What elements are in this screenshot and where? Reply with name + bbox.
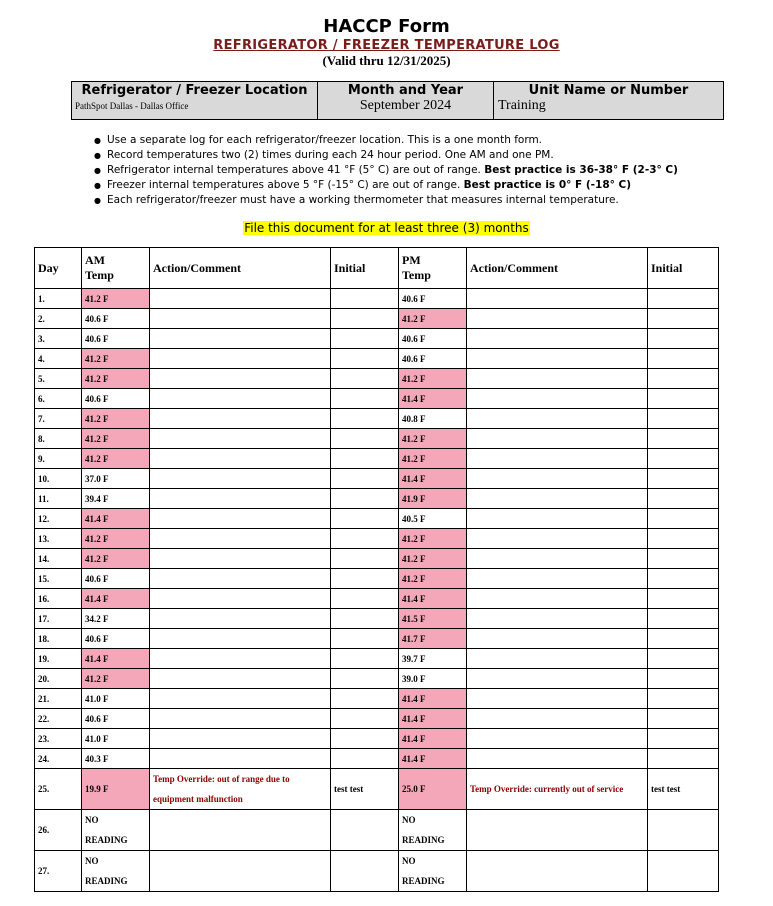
pm-action-cell[interactable]: [467, 589, 648, 609]
day-cell: 9.: [35, 449, 82, 469]
day-cell: 6.: [35, 389, 82, 409]
day-cell: 27.: [35, 851, 82, 892]
unit-cell: [494, 82, 723, 119]
am-initial-cell[interactable]: [331, 629, 399, 649]
instruction-text: Refrigerator internal temperatures above 41 °F (5° C) are out of range.: [107, 164, 485, 176]
pm-action-cell[interactable]: [467, 649, 648, 669]
day-cell: 4.: [35, 349, 82, 369]
pm-temp-cell[interactable]: 41.4 F: [399, 689, 467, 709]
am-temp-cell[interactable]: 40.6 F: [82, 569, 150, 589]
pm-temp-cell[interactable]: 41.4 F: [399, 389, 467, 409]
am-initial-cell[interactable]: [331, 369, 399, 389]
pm-temp-cell[interactable]: [399, 851, 467, 892]
am-temp-cell[interactable]: 41.4 F: [82, 589, 150, 609]
am-initial-cell[interactable]: [331, 609, 399, 629]
am-temp-cell[interactable]: 34.2 F: [82, 609, 150, 629]
table-row: [35, 509, 719, 529]
am-action-cell[interactable]: [150, 851, 331, 892]
col-am-initial: Initial: [331, 248, 399, 289]
am-initial-cell[interactable]: [331, 569, 399, 589]
am-action-cell[interactable]: [150, 409, 331, 429]
pm-action-cell[interactable]: [467, 369, 648, 389]
table-row: [35, 729, 719, 749]
am-action-cell[interactable]: [150, 529, 331, 549]
pm-action-cell[interactable]: [467, 749, 648, 769]
pm-initial-cell[interactable]: [648, 649, 719, 669]
pm-temp-cell[interactable]: 39.0 F: [399, 669, 467, 689]
pm-initial-cell[interactable]: test test: [648, 769, 719, 810]
unit-label: Unit Name or Number: [528, 83, 689, 98]
pm-action-cell[interactable]: [467, 489, 648, 509]
day-cell: 26.: [35, 810, 82, 851]
pm-initial-cell[interactable]: [648, 709, 719, 729]
day-cell: 1.: [35, 289, 82, 309]
table-row: [35, 549, 719, 569]
month-cell: [318, 82, 494, 119]
am-initial-cell[interactable]: [331, 810, 399, 851]
table-row: [35, 569, 719, 589]
table-row: [35, 769, 719, 810]
pm-initial-cell[interactable]: [648, 449, 719, 469]
am-initial-cell[interactable]: [331, 689, 399, 709]
am-action-cell[interactable]: Temp Override: out of range due to equipment malfunction: [150, 769, 331, 810]
pm-initial-cell[interactable]: [648, 589, 719, 609]
pm-initial-cell[interactable]: [648, 389, 719, 409]
table-row: [35, 689, 719, 709]
col-temp-label: Temp: [85, 268, 114, 282]
table-row: [35, 389, 719, 409]
table-row: [35, 851, 719, 892]
pm-initial-cell[interactable]: [648, 489, 719, 509]
pm-initial-cell[interactable]: [648, 569, 719, 589]
am-action-cell[interactable]: [150, 569, 331, 589]
am-initial-cell[interactable]: test test: [331, 769, 399, 810]
table-row: [35, 429, 719, 449]
am-initial-cell[interactable]: [331, 329, 399, 349]
col-day: Day: [35, 248, 82, 289]
pm-initial-cell[interactable]: [648, 851, 719, 892]
am-temp-cell[interactable]: 41.2 F: [82, 409, 150, 429]
am-initial-cell[interactable]: [331, 489, 399, 509]
am-initial-cell[interactable]: [331, 309, 399, 329]
pm-temp-cell[interactable]: 40.6 F: [399, 289, 467, 309]
no-reading-text: NO: [402, 815, 416, 825]
table-row: [35, 289, 719, 309]
am-initial-cell[interactable]: [331, 449, 399, 469]
am-initial-cell[interactable]: [331, 429, 399, 449]
pm-temp-cell[interactable]: 41.2 F: [399, 529, 467, 549]
day-cell: 16.: [35, 589, 82, 609]
pm-temp-cell[interactable]: 41.4 F: [399, 469, 467, 489]
instruction-text: Use a separate log for each refrigerator/freezer location. This is a one month form.: [107, 134, 543, 146]
pm-initial-cell[interactable]: [648, 609, 719, 629]
pm-action-cell[interactable]: [467, 629, 648, 649]
col-pm-initial: Initial: [648, 248, 719, 289]
info-header: [71, 81, 724, 120]
am-initial-cell[interactable]: [331, 851, 399, 892]
am-initial-cell[interactable]: [331, 649, 399, 669]
am-temp-cell[interactable]: 40.6 F: [82, 329, 150, 349]
pm-action-cell[interactable]: [467, 609, 648, 629]
instruction-text: Record temperatures two (2) times during each 24 hour period. One AM and one PM.: [107, 149, 554, 161]
am-action-cell[interactable]: [150, 389, 331, 409]
pm-temp-cell[interactable]: 41.2 F: [399, 569, 467, 589]
col-pm-action: Action/Comment: [467, 248, 648, 289]
pm-initial-cell[interactable]: [648, 749, 719, 769]
pm-action-cell[interactable]: [467, 529, 648, 549]
pm-action-cell[interactable]: [467, 409, 648, 429]
pm-initial-cell[interactable]: [648, 729, 719, 749]
am-action-cell[interactable]: [150, 349, 331, 369]
am-action-cell[interactable]: [150, 369, 331, 389]
day-cell: 23.: [35, 729, 82, 749]
pm-temp-cell[interactable]: 25.0 F: [399, 769, 467, 810]
day-cell: 12.: [35, 509, 82, 529]
am-action-cell[interactable]: [150, 709, 331, 729]
am-temp-cell[interactable]: 41.2 F: [82, 549, 150, 569]
am-action-cell[interactable]: [150, 509, 331, 529]
am-initial-cell[interactable]: [331, 749, 399, 769]
am-action-cell[interactable]: [150, 429, 331, 449]
pm-action-cell[interactable]: [467, 569, 648, 589]
no-reading-text: READING: [85, 876, 128, 886]
pm-initial-cell[interactable]: [648, 549, 719, 569]
pm-action-cell[interactable]: Temp Override: currently out of service: [467, 769, 648, 810]
pm-action-cell[interactable]: [467, 729, 648, 749]
month-value: September 2024: [359, 98, 452, 113]
am-action-cell[interactable]: [150, 609, 331, 629]
pm-initial-cell[interactable]: [648, 309, 719, 329]
month-label: Month and Year: [347, 83, 464, 98]
am-action-cell[interactable]: [150, 669, 331, 689]
instruction-item: [93, 133, 708, 148]
instructions-list: [93, 133, 708, 208]
am-temp-cell[interactable]: [82, 851, 150, 892]
pm-temp-cell[interactable]: 41.7 F: [399, 629, 467, 649]
pm-initial-cell[interactable]: [648, 629, 719, 649]
am-initial-cell[interactable]: [331, 289, 399, 309]
instruction-item: [93, 193, 708, 208]
day-cell: 11.: [35, 489, 82, 509]
no-reading-text: READING: [402, 835, 445, 845]
pm-initial-cell[interactable]: [648, 369, 719, 389]
pm-initial-cell[interactable]: [648, 329, 719, 349]
table-row: [35, 709, 719, 729]
col-am-action: Action/Comment: [150, 248, 331, 289]
location-value: PathSpot Dallas - Dallas Office: [75, 101, 189, 111]
am-temp-cell[interactable]: 41.4 F: [82, 649, 150, 669]
pm-temp-cell[interactable]: 40.6 F: [399, 329, 467, 349]
pm-initial-cell[interactable]: [648, 689, 719, 709]
day-cell: 20.: [35, 669, 82, 689]
table-row: [35, 309, 719, 329]
day-cell: 5.: [35, 369, 82, 389]
am-temp-cell[interactable]: 41.0 F: [82, 689, 150, 709]
pm-temp-cell[interactable]: 40.8 F: [399, 409, 467, 429]
pm-action-cell[interactable]: [467, 449, 648, 469]
am-action-cell[interactable]: [150, 469, 331, 489]
col-am-label: AM: [85, 253, 105, 267]
pm-initial-cell[interactable]: [648, 669, 719, 689]
pm-initial-cell[interactable]: [648, 810, 719, 851]
table-row: [35, 609, 719, 629]
pm-temp-cell[interactable]: 39.7 F: [399, 649, 467, 669]
am-action-cell[interactable]: [150, 629, 331, 649]
retention-notice: [0, 221, 773, 235]
am-initial-cell[interactable]: [331, 709, 399, 729]
pm-initial-cell[interactable]: [648, 509, 719, 529]
pm-temp-cell[interactable]: 41.4 F: [399, 589, 467, 609]
no-reading-text: NO: [402, 856, 416, 866]
no-reading-text: NO: [85, 856, 99, 866]
am-action-cell[interactable]: [150, 589, 331, 609]
am-action-cell[interactable]: [150, 289, 331, 309]
valid-through: (Valid thru 12/31/2025): [322, 53, 451, 68]
day-cell: 21.: [35, 689, 82, 709]
am-temp-cell[interactable]: 39.4 F: [82, 489, 150, 509]
day-cell: 2.: [35, 309, 82, 329]
day-cell: 14.: [35, 549, 82, 569]
pm-initial-cell[interactable]: [648, 349, 719, 369]
pm-action-cell[interactable]: [467, 309, 648, 329]
day-cell: 17.: [35, 609, 82, 629]
am-action-cell[interactable]: [150, 810, 331, 851]
am-initial-cell[interactable]: [331, 729, 399, 749]
am-temp-cell[interactable]: 40.6 F: [82, 709, 150, 729]
instruction-text: Each refrigerator/freezer must have a working thermometer that measures internal temperature.: [107, 194, 619, 206]
pm-temp-cell[interactable]: [399, 810, 467, 851]
am-initial-cell[interactable]: [331, 549, 399, 569]
am-initial-cell[interactable]: [331, 669, 399, 689]
day-cell: 13.: [35, 529, 82, 549]
col-pm-label: PM: [402, 253, 421, 267]
pm-temp-cell[interactable]: 41.4 F: [399, 749, 467, 769]
pm-temp-cell[interactable]: 40.6 F: [399, 349, 467, 369]
am-temp-cell[interactable]: 41.2 F: [82, 349, 150, 369]
pm-initial-cell[interactable]: [648, 409, 719, 429]
pm-action-cell[interactable]: [467, 689, 648, 709]
am-temp-cell[interactable]: 41.0 F: [82, 729, 150, 749]
am-action-cell[interactable]: [150, 309, 331, 329]
pm-action-cell[interactable]: [467, 509, 648, 529]
am-initial-cell[interactable]: [331, 409, 399, 429]
form-title: HACCP Form: [323, 16, 450, 37]
instruction-item: [93, 148, 708, 163]
table-header-row: [35, 248, 719, 289]
day-cell: 3.: [35, 329, 82, 349]
temperature-log-table: [34, 247, 719, 892]
instruction-item: [93, 178, 708, 193]
instruction-text: Freezer internal temperatures above 5 °F (-15° C) are out of range.: [107, 179, 464, 191]
pm-action-cell[interactable]: [467, 549, 648, 569]
am-initial-cell[interactable]: [331, 349, 399, 369]
am-temp-cell[interactable]: 40.6 F: [82, 629, 150, 649]
best-practice-freezer: Best practice is 0° F (-18° C): [463, 179, 632, 191]
pm-action-cell[interactable]: [467, 469, 648, 489]
am-action-cell[interactable]: [150, 729, 331, 749]
am-temp-cell[interactable]: 40.6 F: [82, 309, 150, 329]
day-cell: 22.: [35, 709, 82, 729]
am-temp-cell[interactable]: 41.2 F: [82, 289, 150, 309]
pm-action-cell[interactable]: [467, 329, 648, 349]
pm-action-cell[interactable]: [467, 810, 648, 851]
am-initial-cell[interactable]: [331, 509, 399, 529]
day-cell: 18.: [35, 629, 82, 649]
am-action-cell[interactable]: [150, 489, 331, 509]
am-action-cell[interactable]: [150, 649, 331, 669]
no-reading-text: READING: [85, 835, 128, 845]
am-temp-cell[interactable]: 41.2 F: [82, 449, 150, 469]
am-temp-cell[interactable]: 37.0 F: [82, 469, 150, 489]
table-row: [35, 529, 719, 549]
pm-action-cell[interactable]: [467, 429, 648, 449]
am-temp-cell[interactable]: 19.9 F: [82, 769, 150, 810]
no-reading-text: NO: [85, 815, 99, 825]
location-cell: [72, 82, 318, 119]
pm-temp-cell[interactable]: 41.2 F: [399, 449, 467, 469]
day-cell: 8.: [35, 429, 82, 449]
pm-temp-cell[interactable]: 41.2 F: [399, 369, 467, 389]
pm-initial-cell[interactable]: [648, 289, 719, 309]
am-temp-cell[interactable]: 41.2 F: [82, 429, 150, 449]
unit-value: Training: [498, 98, 546, 113]
pm-initial-cell[interactable]: [648, 469, 719, 489]
pm-temp-cell[interactable]: 41.2 F: [399, 309, 467, 329]
table-row: [35, 349, 719, 369]
col-temp-label: Temp: [402, 268, 431, 282]
pm-initial-cell[interactable]: [648, 429, 719, 449]
pm-action-cell[interactable]: [467, 709, 648, 729]
pm-action-cell[interactable]: [467, 851, 648, 892]
pm-action-cell[interactable]: [467, 289, 648, 309]
table-row: [35, 489, 719, 509]
pm-temp-cell[interactable]: 40.5 F: [399, 509, 467, 529]
am-temp-cell[interactable]: 41.2 F: [82, 669, 150, 689]
am-initial-cell[interactable]: [331, 589, 399, 609]
day-cell: 15.: [35, 569, 82, 589]
pm-temp-cell[interactable]: 41.4 F: [399, 729, 467, 749]
am-initial-cell[interactable]: [331, 389, 399, 409]
table-row: [35, 449, 719, 469]
am-temp-cell[interactable]: 40.6 F: [82, 389, 150, 409]
pm-temp-cell[interactable]: 41.2 F: [399, 549, 467, 569]
table-row: [35, 649, 719, 669]
pm-action-cell[interactable]: [467, 349, 648, 369]
col-am-temp: [82, 248, 150, 289]
am-temp-cell[interactable]: [82, 810, 150, 851]
pm-temp-cell[interactable]: 41.4 F: [399, 709, 467, 729]
table-row: [35, 329, 719, 349]
table-row: [35, 589, 719, 609]
am-initial-cell[interactable]: [331, 469, 399, 489]
retention-text: File this document for at least three (3) months: [244, 221, 529, 235]
am-temp-cell[interactable]: 41.2 F: [82, 369, 150, 389]
day-cell: 19.: [35, 649, 82, 669]
am-temp-cell[interactable]: 41.2 F: [82, 529, 150, 549]
instruction-item: [93, 163, 708, 178]
am-action-cell[interactable]: [150, 449, 331, 469]
table-row: [35, 369, 719, 389]
best-practice-fridge: Best practice is 36-38° F (2-3° C): [484, 164, 678, 176]
day-cell: 24.: [35, 749, 82, 769]
am-action-cell[interactable]: [150, 329, 331, 349]
day-cell: 7.: [35, 409, 82, 429]
table-row: [35, 469, 719, 489]
table-row: [35, 810, 719, 851]
am-initial-cell[interactable]: [331, 529, 399, 549]
am-action-cell[interactable]: [150, 689, 331, 709]
pm-action-cell[interactable]: [467, 669, 648, 689]
location-label: Refrigerator / Freezer Location: [81, 83, 308, 98]
am-temp-cell[interactable]: 40.3 F: [82, 749, 150, 769]
day-cell: 10.: [35, 469, 82, 489]
day-cell: 25.: [35, 769, 82, 810]
am-action-cell[interactable]: [150, 749, 331, 769]
pm-temp-cell[interactable]: 41.5 F: [399, 609, 467, 629]
pm-initial-cell[interactable]: [648, 529, 719, 549]
table-row: [35, 629, 719, 649]
pm-temp-cell[interactable]: 41.9 F: [399, 489, 467, 509]
am-temp-cell[interactable]: 41.4 F: [82, 509, 150, 529]
pm-action-cell[interactable]: [467, 389, 648, 409]
pm-temp-cell[interactable]: 41.2 F: [399, 429, 467, 449]
table-row: [35, 669, 719, 689]
form-subtitle: REFRIGERATOR / FREEZER TEMPERATURE LOG: [213, 38, 560, 53]
col-pm-temp: [399, 248, 467, 289]
no-reading-text: READING: [402, 876, 445, 886]
table-row: [35, 749, 719, 769]
table-row: [35, 409, 719, 429]
am-action-cell[interactable]: [150, 549, 331, 569]
